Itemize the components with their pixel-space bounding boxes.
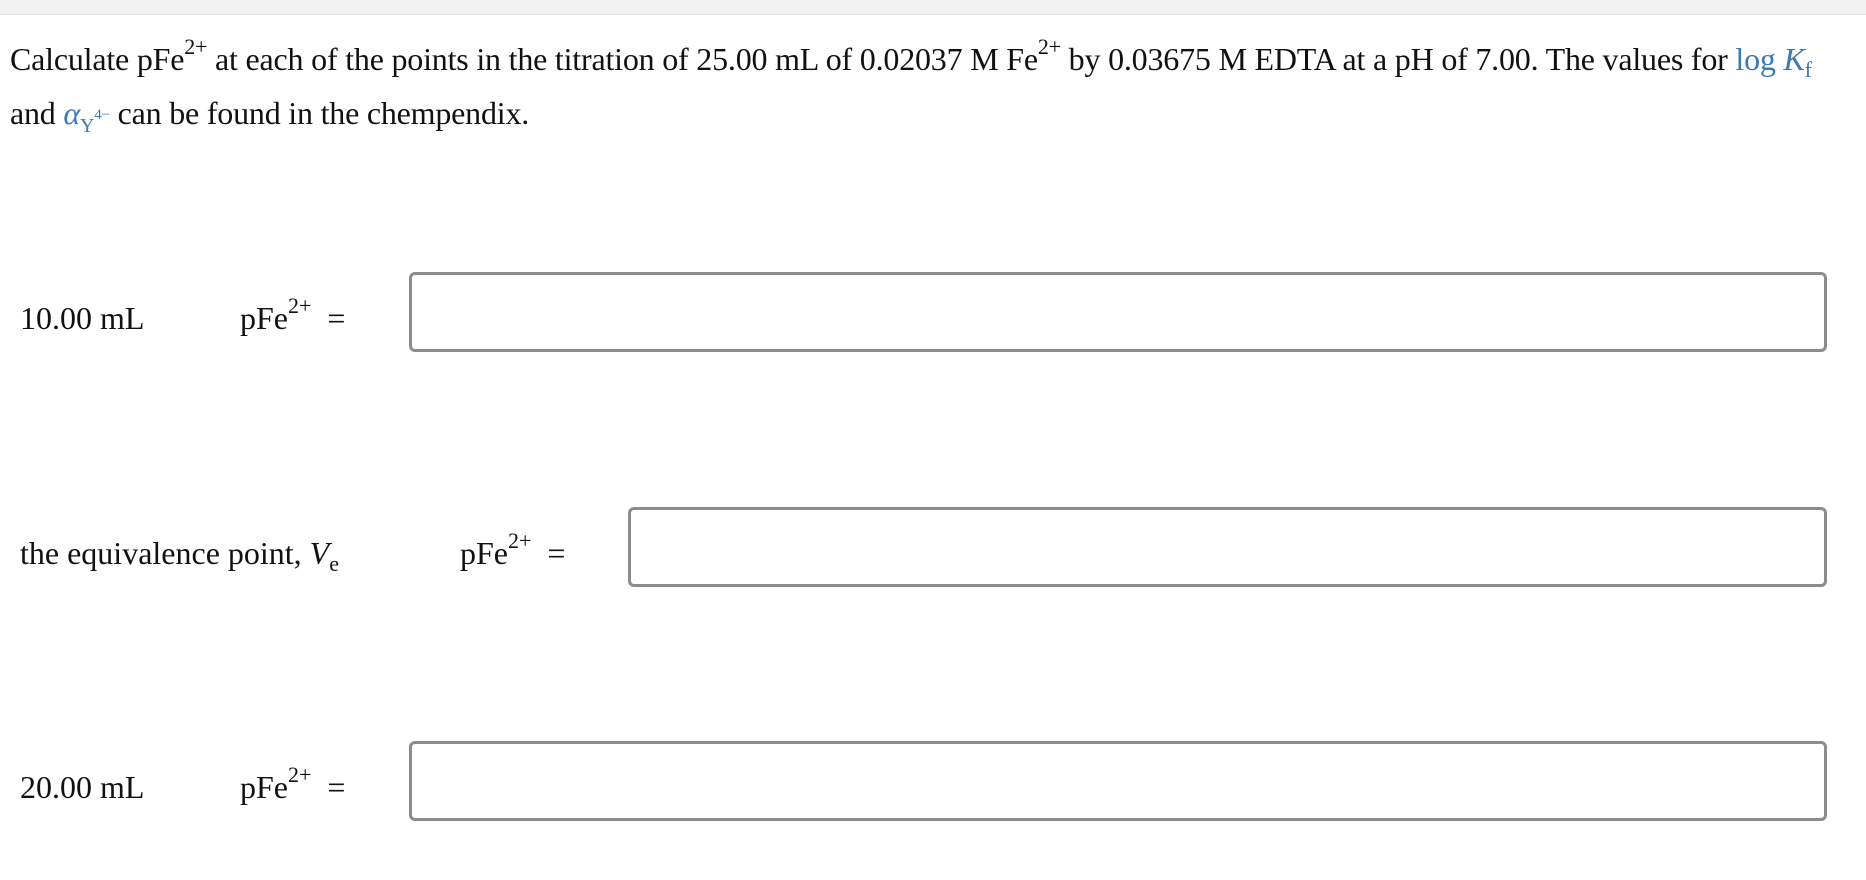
pfe-answer-input-10ml[interactable] — [409, 272, 1827, 352]
answer-row-10ml — [0, 272, 1866, 362]
log-kf-k: K — [1783, 41, 1805, 77]
question-charge-2: 2+ — [1037, 34, 1061, 60]
alpha-sub-charge: 4− — [94, 107, 110, 124]
equivalence-label-text: the equivalence point, — [20, 535, 310, 571]
pfe-text: pFe — [460, 535, 508, 571]
volume-label: 10.00 mL — [20, 300, 145, 336]
pfe-charge: 2+ — [508, 528, 532, 554]
volume-label: 20.00 mL — [20, 769, 145, 805]
alpha-y4-link[interactable] — [63, 95, 110, 137]
pfe-charge: 2+ — [288, 762, 312, 788]
pfe-charge: 2+ — [288, 293, 312, 319]
equals-sign: = — [327, 300, 346, 336]
pfe-label — [460, 528, 566, 573]
log-kf-link[interactable] — [1735, 41, 1812, 82]
pfe-text: pFe — [240, 769, 288, 805]
question-part3: by 0.03675 M EDTA at a pH of 7.00. The values for — [1060, 41, 1736, 77]
log-kf-log: log — [1735, 41, 1784, 77]
volume-label — [20, 533, 339, 576]
pfe-text: pFe — [240, 300, 288, 336]
log-kf-sub: f — [1804, 57, 1812, 82]
pfe-answer-input-20ml[interactable] — [409, 741, 1827, 821]
question-part4: and — [10, 95, 64, 131]
question-charge-1: 2+ — [184, 34, 208, 60]
pfe-answer-input-equivalence[interactable] — [628, 507, 1827, 587]
question-part1: Calculate pFe — [10, 41, 185, 77]
equals-sign: = — [547, 535, 566, 571]
question-part2: at each of the points in the titration of 25.00 mL of 0.02037 M Fe — [207, 41, 1038, 77]
top-bar — [0, 0, 1866, 15]
pfe-label — [240, 762, 346, 807]
equals-sign: = — [327, 769, 346, 805]
answer-row-20ml — [0, 741, 1866, 831]
alpha-subscript — [80, 107, 110, 137]
alpha-symbol: α — [63, 95, 81, 131]
alpha-sub-y: Y — [80, 115, 95, 137]
ve-subscript: e — [329, 551, 339, 576]
question-text — [10, 32, 1856, 140]
question-part5: can be found in the chempendix. — [109, 95, 530, 131]
ve-symbol: V — [309, 535, 330, 571]
answer-row-equivalence — [0, 507, 1866, 597]
pfe-label — [240, 293, 346, 338]
